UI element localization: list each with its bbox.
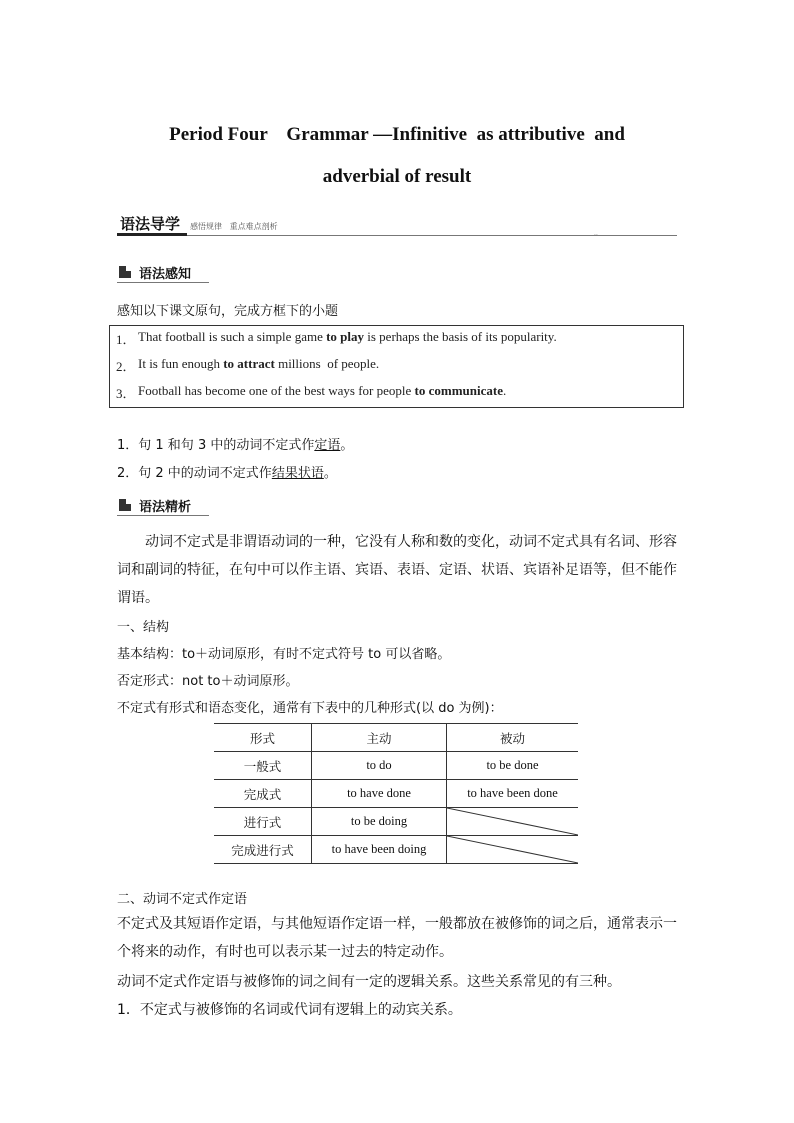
table-row: 进行式 to be doing — [214, 808, 578, 836]
forms-intro: 不定式有形式和语态变化，通常有下表中的几种形式(以 do 为例)： — [117, 701, 503, 716]
banner-notch-icon: ⌄ — [593, 230, 599, 238]
page-title-line-1: Period Four Grammar —Infinitive as attributive and — [169, 124, 625, 145]
empty-diagonal-cell — [447, 808, 579, 836]
square-bullet-icon — [119, 499, 131, 511]
part-2-paragraph-2: 动词不定式作定语与被修饰的词之间有一定的逻辑关系。这些关系常见的有三种。 — [117, 974, 621, 990]
banner-underline-thin — [187, 235, 677, 236]
part-2-title: 二、动词不定式作定语 — [117, 892, 248, 907]
part-1-title: 一、结构 — [117, 620, 170, 635]
section-banner — [117, 211, 677, 237]
banner-title: 语法导学 — [120, 215, 181, 233]
empty-diagonal-cell — [447, 836, 579, 864]
part-2-paragraph-3: 1．不定式与被修饰的名词或代词有逻辑上的动宾关系。 — [117, 1002, 462, 1018]
section-heading-analysis: 语法精析 — [117, 495, 209, 517]
basic-structure: 基本结构：to＋动词原形，有时不定式符号 to 可以省略。 — [117, 647, 451, 662]
section-heading-perception: 语法感知 — [117, 262, 209, 284]
banner-subtitle: 感悟规律 重点难点剖析 — [190, 222, 278, 231]
square-bullet-icon — [119, 266, 131, 278]
infinitive-forms-table — [214, 723, 578, 864]
perception-intro: 感知以下课文原句，完成方框下的小题 — [117, 304, 339, 319]
example-sentence: 1． That football is such a simple game to play is perhaps the basis of its popularity. — [116, 329, 557, 347]
question-1: 1．句 1 和句 3 中的动词不定式作定语。 — [117, 438, 354, 453]
example-sentence: 2． It is fun enough to attract millions of people. — [116, 356, 380, 374]
example-sentence: 3． Football has become one of the best ways for people to communicate. — [116, 383, 507, 401]
table-row: 完成进行式 to have been doing — [214, 836, 578, 864]
table-header-row: 形式 主动 被动 — [214, 724, 578, 752]
table-row: 一般式 to do to be done — [214, 752, 578, 780]
banner-underline-thick — [117, 233, 187, 236]
part-2-paragraph-1: 不定式及其短语作定语，与其他短语作定语一样，一般都放在被修饰的词之后，通常表示一个将来的动作，有时也可以表示某一过去的特定动作。 — [117, 916, 677, 960]
negative-form: 否定形式：not to＋动词原形。 — [117, 674, 299, 689]
page-title-line-2: adverbial of result — [322, 166, 472, 187]
example-sentences-box — [109, 325, 684, 408]
table-row: 完成式 to have done to have been done — [214, 780, 578, 808]
analysis-intro-paragraph: 动词不定式是非谓语动词的一种，它没有人称和数的变化，动词不定式具有名词、形容词和副词的特征，在句中可以作主语、宾语、表语、定语、状语、宾语补足语等，但不能作谓语。 — [117, 534, 677, 606]
question-2: 2．句 2 中的动词不定式作结果状语。 — [117, 466, 337, 481]
